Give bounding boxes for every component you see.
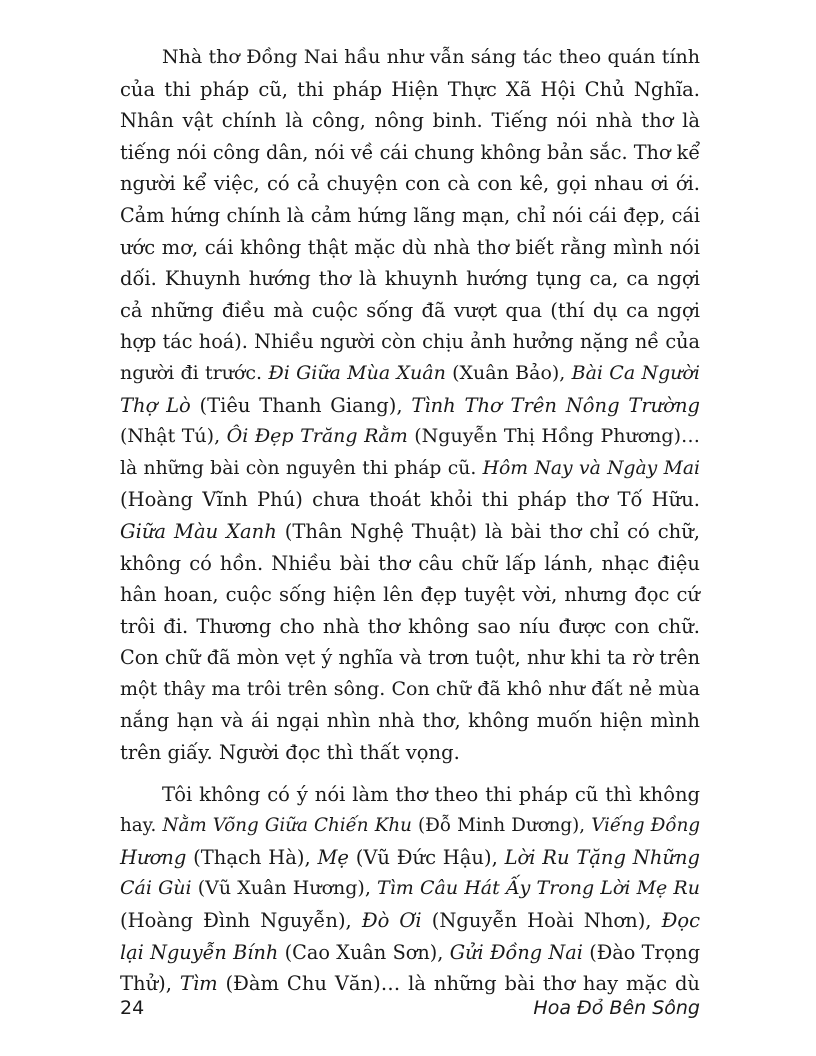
- text-run: là những bài còn nguyên thi pháp cũ.: [120, 457, 483, 479]
- text-line: [120, 168, 700, 200]
- text-run: (Nguyễn Hoài Nhơn),: [421, 909, 662, 933]
- text-run: dối. Khuynh hướng thơ là khuynh hướng tụng ca, ca ngợi: [120, 267, 700, 291]
- text-run: (Nhật Tú),: [120, 425, 227, 448]
- text-line: [120, 810, 700, 842]
- text-run: hân hoan, cuộc sống hiện lên đẹp tuyệt vời, nhưng đọc cứ: [120, 583, 700, 607]
- text-run: (Nguyễn Thị Hồng Phương)…: [407, 425, 700, 448]
- italic-title: Giữa Màu Xanh: [120, 519, 277, 543]
- text-line: [120, 779, 700, 811]
- text-line: [120, 705, 700, 737]
- text-line: [120, 968, 700, 1000]
- text-line: [120, 842, 700, 874]
- text-run: (Cao Xuân Sơn),: [278, 940, 450, 964]
- text-line: [120, 74, 700, 106]
- text-line: [120, 137, 700, 169]
- text-run: (Thân Nghệ Thuật) là bài thơ chỉ có chữ,: [276, 519, 700, 543]
- italic-title: Lời Ru Tặng Những: [504, 845, 700, 869]
- text-run: (Thạch Hà),: [186, 845, 318, 869]
- text-run: (Vũ Đức Hậu),: [348, 845, 505, 869]
- text-line: [120, 873, 700, 905]
- running-title: Hoa Đỏ Bên Sông: [533, 997, 700, 1019]
- text-run: (Đỗ Minh Dương),: [411, 815, 592, 837]
- italic-title: Đò Ơi: [361, 909, 422, 933]
- text-run: Tôi không có ý nói làm thơ theo thi pháp cũ thì không: [162, 782, 700, 806]
- page-body: [120, 42, 700, 1000]
- text-run: người đi trước.: [120, 361, 269, 384]
- text-run: Thử),: [120, 972, 180, 996]
- text-run: (Đàm Chu Văn)… là những bài thơ hay mặc dù: [217, 972, 700, 996]
- italic-title: Bài Ca Người: [571, 361, 701, 384]
- text-line: [120, 937, 700, 969]
- italic-title: Gửi Đồng Nai: [449, 940, 583, 964]
- text-run: (Hoàng Đình Nguyễn),: [120, 909, 362, 933]
- text-run: không có hồn. Nhiều bài thơ câu chữ lấp lánh, nhạc điệu: [120, 551, 700, 575]
- paragraph-2: [120, 779, 700, 1000]
- text-line: [120, 642, 700, 674]
- text-run: Cảm hứng chính là cảm hứng lãng mạn, chỉ nói cái đẹp, cái: [120, 203, 700, 227]
- text-run: (Vũ Xuân Hương),: [191, 877, 378, 900]
- italic-title: Cái Gùi: [120, 877, 192, 900]
- text-line: [120, 737, 700, 769]
- italic-title: Đi Giữa Mùa Xuân: [268, 361, 446, 384]
- italic-title: Tình Thơ Trên Nông Trường: [411, 393, 701, 417]
- page-footer: [120, 997, 700, 1027]
- text-run: nắng hạn và ái ngại nhìn nhà thơ, không muốn hiện mình: [120, 709, 700, 733]
- text-run: hợp tác hoá). Nhiều người còn chịu ảnh hưởng nặng nề của: [120, 330, 700, 354]
- text-run: người kể việc, có cả chuyện con cà con kê, gọi nhau ơi ới.: [120, 172, 700, 196]
- text-line: [120, 358, 700, 390]
- italic-title: Tìm: [179, 972, 218, 996]
- text-run: (Tiêu Thanh Giang),: [190, 393, 412, 417]
- text-run: Nhân vật chính là công, nông binh. Tiếng nói nhà thơ là: [120, 109, 700, 133]
- italic-title: Viếng Đồng: [591, 815, 701, 837]
- text-line: [120, 326, 700, 358]
- text-line: [120, 421, 700, 453]
- text-line: [120, 105, 700, 137]
- text-line: [120, 390, 700, 422]
- text-line: [120, 295, 700, 327]
- italic-title: Tìm Câu Hát Ấy Trong Lời Mẹ Ru: [377, 877, 700, 900]
- italic-title: Nằm Võng Giữa Chiến Khu: [162, 815, 412, 837]
- paragraph-1: [120, 42, 700, 769]
- text-run: (Xuân Bảo),: [445, 361, 572, 384]
- text-run: (Đào Trọng: [582, 940, 701, 964]
- text-run: trên giấy. Người đọc thì thất vọng.: [120, 741, 460, 765]
- text-line: [120, 579, 700, 611]
- text-line: [120, 453, 700, 485]
- text-line: [120, 42, 700, 74]
- text-run: của thi pháp cũ, thi pháp Hiện Thực Xã Hội Chủ Nghĩa.: [120, 77, 700, 101]
- text-run: hay.: [120, 815, 163, 837]
- paragraph-gap: [120, 769, 700, 779]
- text-line: [120, 232, 700, 264]
- text-line: [120, 484, 700, 516]
- text-line: [120, 611, 700, 643]
- italic-title: lại Nguyễn Bính: [120, 940, 279, 964]
- text-line: [120, 516, 700, 548]
- text-line: [120, 674, 700, 706]
- italic-title: Thợ Lò: [120, 393, 191, 417]
- italic-title: Hôm Nay và Ngày Mai: [482, 457, 701, 479]
- text-run: Nhà thơ Đồng Nai hầu như vẫn sáng tác theo quán tính: [162, 46, 700, 68]
- text-line: [120, 548, 700, 580]
- text-run: ước mơ, cái không thật mặc dù nhà thơ biết rằng mình nói: [120, 235, 700, 259]
- page-number: 24: [120, 997, 145, 1019]
- text-run: (Hoàng Vĩnh Phú) chưa thoát khỏi thi pháp thơ Tố Hữu.: [120, 488, 700, 512]
- text-run: cả những điều mà cuộc sống đã vượt qua (thí dụ ca ngợi: [120, 298, 700, 322]
- text-run: một thây ma trôi trên sông. Con chữ đã khô như đất nẻ mùa: [120, 677, 700, 700]
- text-line: [120, 263, 700, 295]
- italic-title: Đọc: [661, 909, 700, 933]
- text-run: Con chữ đã mòn vẹt ý nghĩa và trơn tuột, như khi ta rờ trên: [120, 646, 700, 670]
- italic-title: Ôi Đẹp Trăng Rằm: [226, 425, 408, 448]
- text-line: [120, 905, 700, 937]
- italic-title: Mẹ: [317, 845, 349, 869]
- text-line: [120, 200, 700, 232]
- italic-title: Hương: [120, 845, 187, 869]
- text-run: tiếng nói công dân, nói về cái chung không bản sắc. Thơ kể: [120, 140, 701, 164]
- text-run: trôi đi. Thương cho nhà thơ không sao níu được con chữ.: [120, 614, 700, 638]
